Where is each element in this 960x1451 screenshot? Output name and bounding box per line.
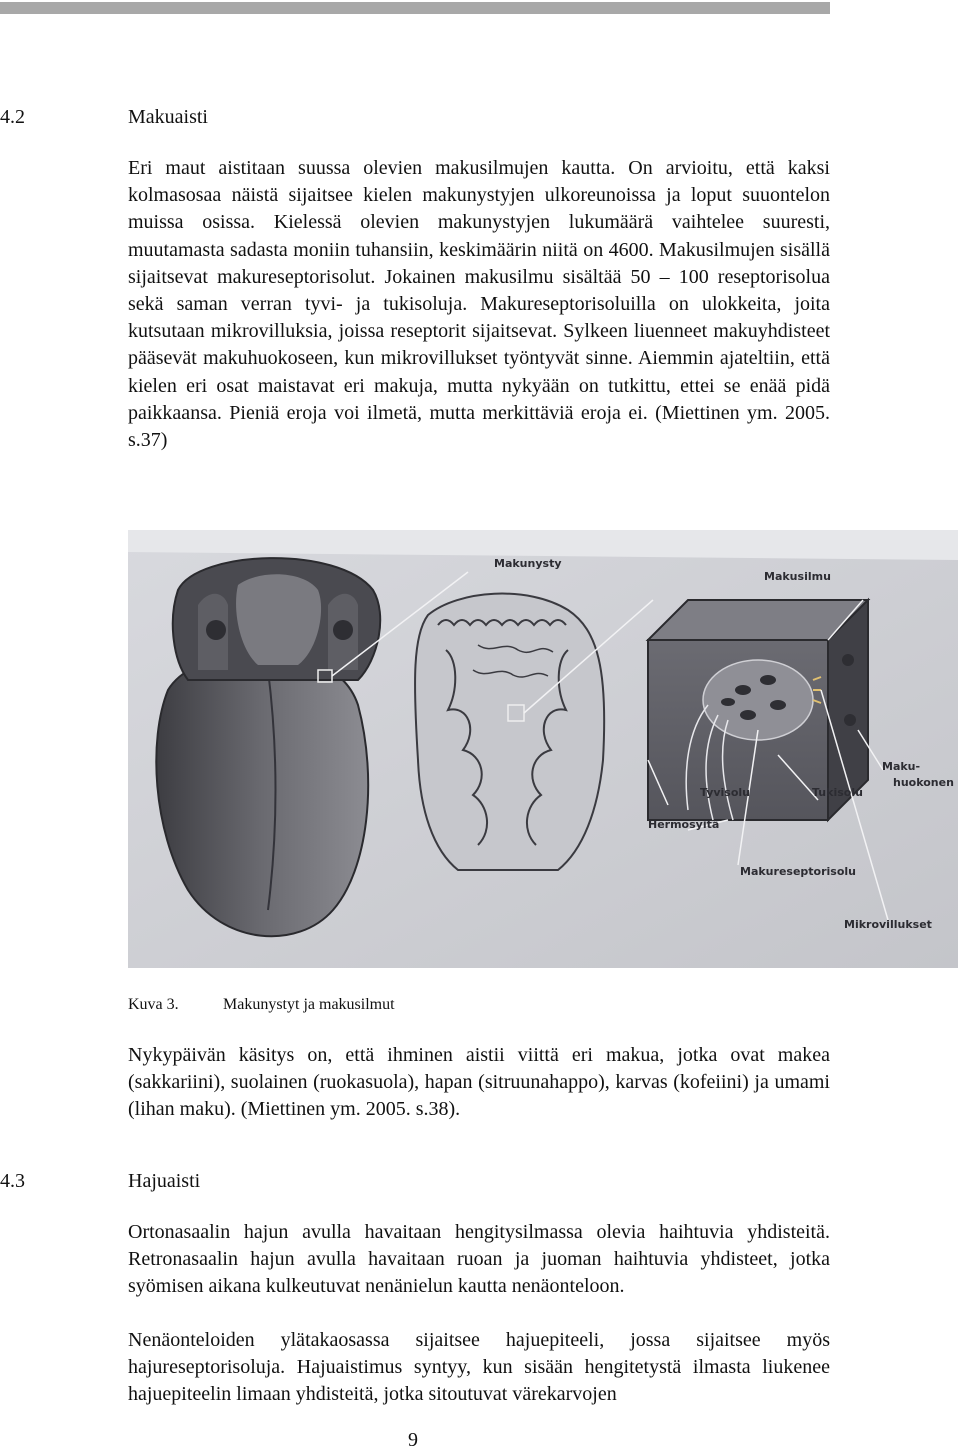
section-title: Makuaisti <box>128 106 208 128</box>
label-makusilmu: Makusilmu <box>764 570 831 583</box>
paragraph-olfactory-epithelium: Nenäonteloiden ylätakaosassa sijaitsee hajuepiteeli, jossa sijaitsee myös hajureseptorisoluja. Hajuaistimus syntyy, kun sisään hengitetystä ilmasta liukenee hajuepiteelin limaan yhdisteitä, jotka sitoutuvat värekarvojen <box>128 1329 830 1406</box>
caption-text: Makunystyt ja makusilmut <box>223 996 395 1013</box>
paragraph-nasal-smell: Ortonasaalin hajun avulla havaitaan hengitysilmassa olevia haihtuvia yhdisteitä. Retronasaalin hajun avulla havaitaan ruoan ja juoman haihtuvia yhdisteet, jotka syömisen aikana kulkeutuvat nenänielun kautta nenäonteloon. <box>128 1221 830 1298</box>
label-tukisolu: Tukisolu <box>812 786 863 799</box>
label-makunysty: Makunysty <box>494 557 562 570</box>
papilla-drawing <box>415 594 604 870</box>
section-number: 4.2 <box>0 106 25 128</box>
header-rule <box>0 2 830 14</box>
paragraph-five-tastes: Nykypäivän käsitys on, että ihminen aistii viittä eri makua, jotka ovat makea (sakkariini), suolainen (ruokasuola), hapan (sitruunahappo), karvas (kofeiini) ja umami (lihan maku). (Miettinen ym. 2005. s.38). <box>128 1044 830 1121</box>
label-makureseptorisolu: Makureseptorisolu <box>740 865 856 878</box>
paragraph-taste-buds: Eri maut aistitaan suussa olevien makusilmujen kautta. On arvioitu, että kaksi kolmasosaa näistä sijaitsee kielen makunystyjen ulkoreunoissa ja loput suuontelon muissa osissa. Kielessä olevien makunystyjen lukumäärä vaihtelee suuresti, muutamasta sadasta moniin tuhansiin, keskimäärin niitä on 4600. Makusilmujen sisällä sijaitsevat makureseptorisolut. Jokainen makusilmu sisältää 50 – 100 reseptorisolua sekä saman verran tyvi- ja tukisoluja. Makureseptorisoluilla on ulokkeita, joita kutsutaan mikrovilluksia, joissa reseptorit sijaitsevat. Sylkeen liuenneet makuyhdisteet pääsevät makuhuokoseen, kun mikrovillukset työntyvät sinne. Aiemmin ajateltiin, että kielen eri osat maistavat eri makuja, mutta nykyään on tutkittu, ettei se enää pidä paikkaansa. Pieniä eroja voi ilmetä, mutta merkittäviä eroja ei. (Miettinen ym. 2005. s.37) <box>128 157 830 452</box>
page-number: 9 <box>408 1429 418 1451</box>
section-title: Hajuaisti <box>128 1170 201 1192</box>
tongue-drawing <box>156 558 380 936</box>
caption-label: Kuva 3. <box>128 996 179 1013</box>
label-mikrovillukset: Mikrovillukset <box>844 918 932 931</box>
label-makuhuokonen-1: Maku- <box>882 760 921 773</box>
label-hermosyita: Hermosyitä <box>648 818 720 831</box>
label-tyvisolu: Tyvisolu <box>700 786 751 799</box>
taste-bud-illustration <box>128 530 958 968</box>
label-makuhuokonen-2: huokonen <box>893 776 954 789</box>
section-number: 4.3 <box>0 1170 25 1192</box>
figure-taste-buds <box>128 530 958 968</box>
